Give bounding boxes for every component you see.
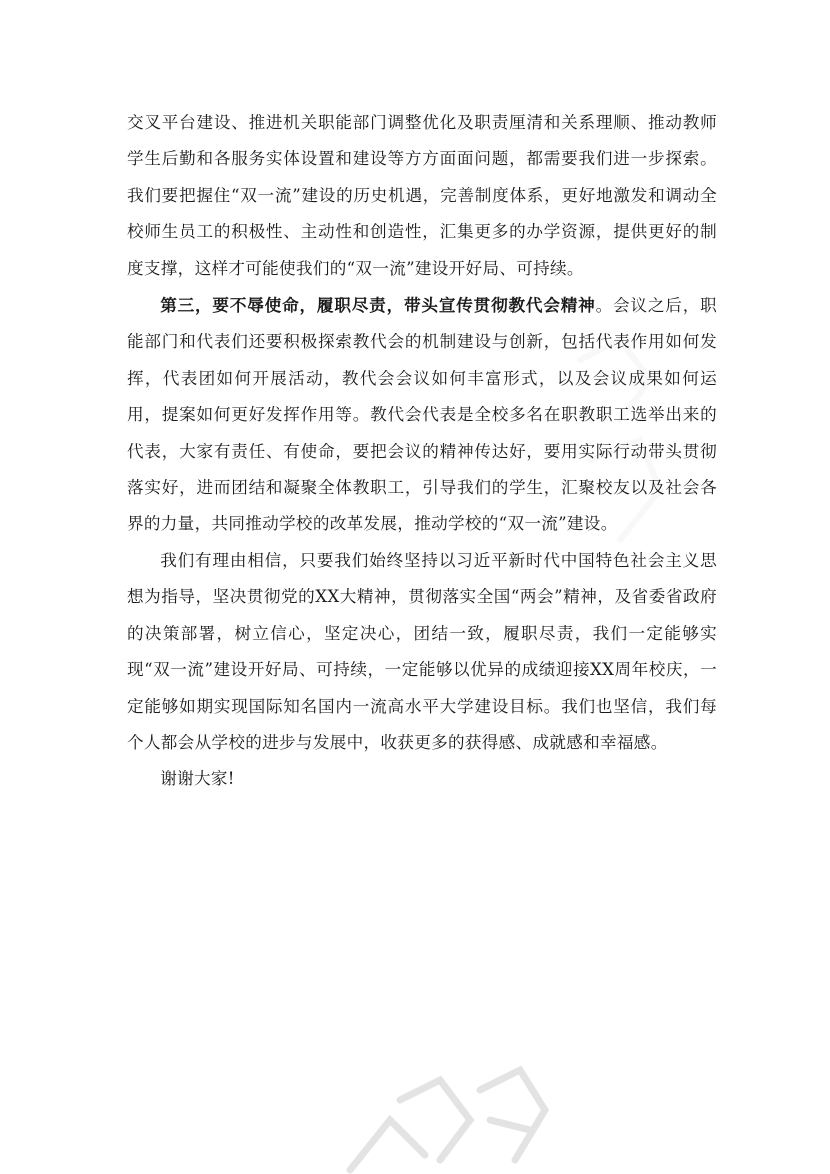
paragraph-heading: 第三，要不辱使命，履职尽责，带头宣传贯彻教代会精神 [160, 295, 596, 316]
document-body [127, 105, 717, 798]
paragraph-text: 交叉平台建设、推进机关职能部门调整优化及职责厘清和关系理顺、推动教师学生后勤和各服务实体设置和建设等方方面面问题，都需要我们进一步探索。我们要把握住“双一流”建设的历史机遇，完善制度体系，更好地激发和调动全校师生员工的积极性、主动性和创造性，汇集更多的办学资源，提供更好的制度支撑，这样才可能使我们的“双一流”建设开好局、可持续。 [127, 113, 717, 278]
paragraph-continuation [127, 105, 717, 287]
paragraph-conclusion [127, 543, 717, 761]
paragraph-text: 我们有理由相信，只要我们始终坚持以习近平新时代中国特色社会主义思想为指导，坚决贯彻党的XX大精神，贯彻落实全国“两会”精神，及省委省政府的决策部署，树立信心，坚定决心，团结一致，履职尽责，我们一定能够实现“双一流”建设开好局、可持续，一定能够以优异的成绩迎接XX周年校庆，一定能够如期实现国际知名国内一流高水平大学建设目标。我们也坚信，我们每个人都会从学校的进步与发展中，收获更多的获得感、成就感和幸福感。 [127, 550, 717, 752]
paragraph-text: 。会议之后，职能部门和代表们还要积极探索教代会的机制建设与创新，包括代表作用如何发挥，代表团如何开展活动，教代会会议如何丰富形式，以及会议成果如何运用，提案如何更好发挥作用等。教代会代表是全校多名在职教职工选举出来的代表，大家有责任、有使命，要把会议的精神传达好，要用实际行动带头贯彻落实好，进而团结和凝聚全体教职工，引导我们的学生，汇聚校友以及社会各界的力量，共同推动学校的改革发展，推动学校的“双一流”建设。 [127, 296, 718, 534]
paragraph-text: 谢谢大家! [160, 769, 235, 789]
paragraph-thanks [127, 761, 717, 797]
paragraph-third-point [127, 287, 717, 543]
watermark [330, 1060, 560, 1174]
